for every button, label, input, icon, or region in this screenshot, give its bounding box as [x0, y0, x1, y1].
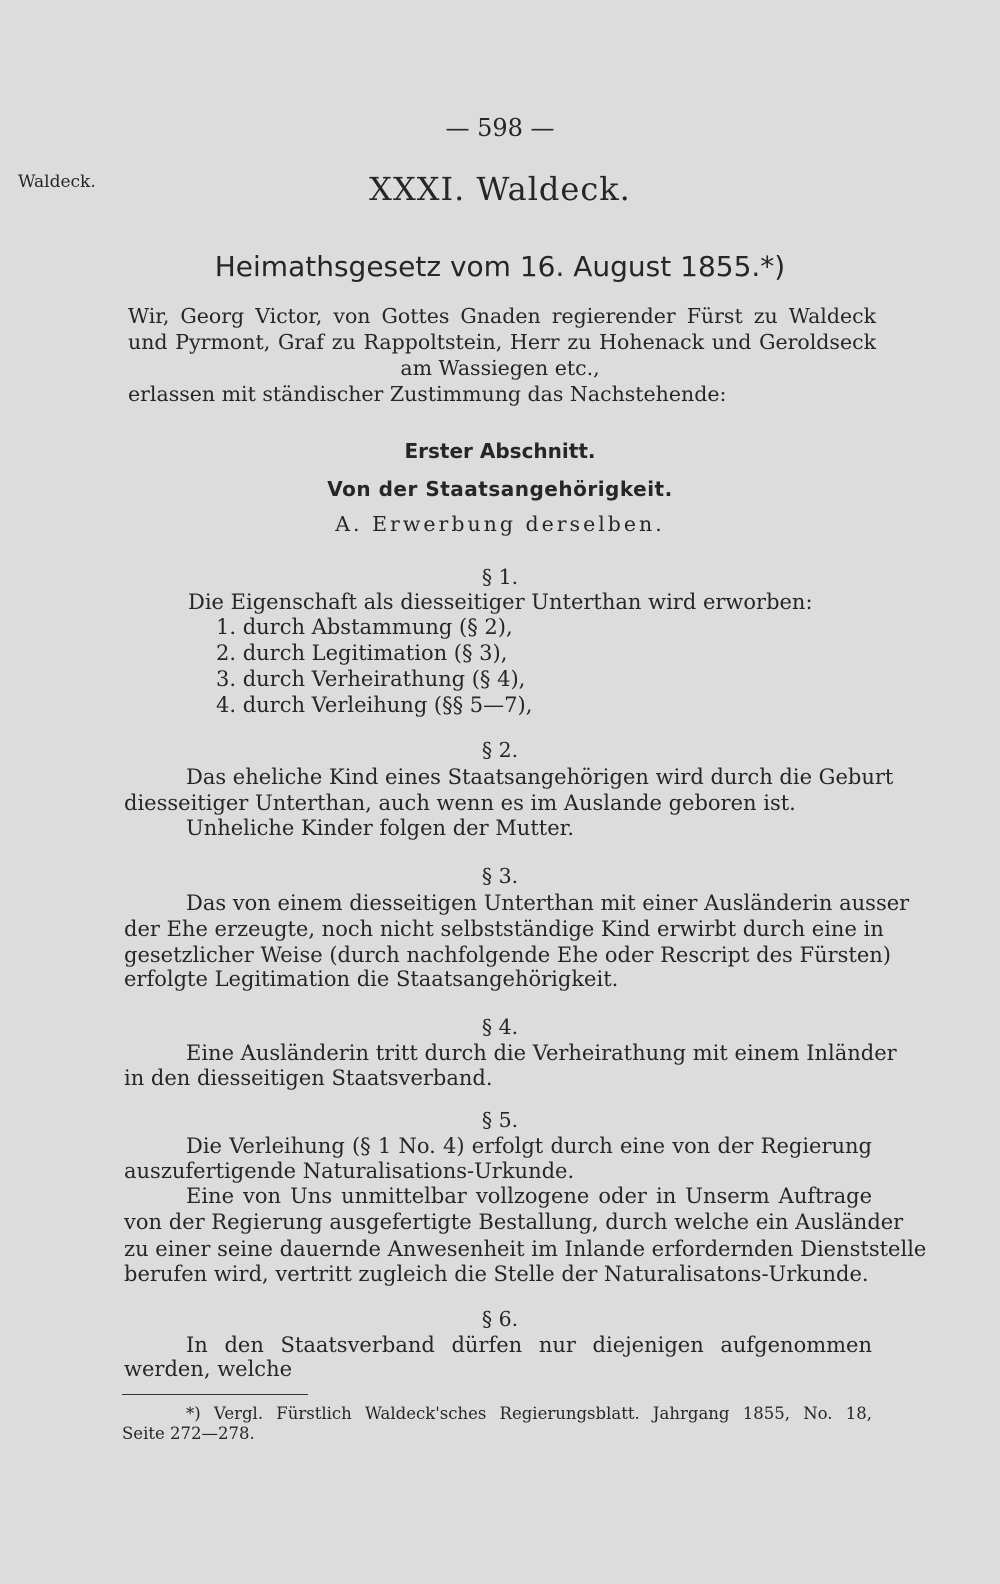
- p2-line-3: Unheliche Kinder folgen der Mutter.: [186, 816, 575, 840]
- p5-line-5: zu einer seine dauernde Anwesenheit im Inlande erfordernden Dienststelle: [124, 1237, 927, 1261]
- p3-line-3: gesetzlicher Weise (durch nachfolgende Ehe oder Rescript des Fürsten): [124, 943, 891, 967]
- p2-line-1: Das eheliche Kind eines Staatsangehörigen wird durch die Geburt: [186, 765, 894, 789]
- footnote-line-2: Seite 272—278.: [122, 1424, 255, 1443]
- p6-line-2: werden, welche: [124, 1357, 293, 1381]
- p1-item-3: 3. durch Verheirathung (§ 4),: [216, 667, 526, 691]
- preamble-line-4: erlassen mit ständischer Zustimmung das Nachstehende:: [128, 382, 727, 406]
- footnote-divider: [122, 1394, 308, 1395]
- p3-line-2: der Ehe erzeugte, noch nicht selbstständige Kind erwirbt durch eine in: [124, 917, 884, 941]
- margin-note: Waldeck.: [18, 172, 96, 192]
- p4-line-1: Eine Ausländerin tritt durch die Verheirathung mit einem Inländer: [186, 1041, 897, 1065]
- preamble-line-2: und Pyrmont, Graf zu Rappoltstein, Herr zu Hohenack und Geroldseck: [128, 330, 876, 354]
- p1-item-2: 2. durch Legitimation (§ 3),: [216, 641, 508, 665]
- law-title: Heimathsgesetz vom 16. August 1855.*): [214, 250, 786, 283]
- p1-intro: Die Eigenschaft als diesseitiger Unterthan wird erworben:: [188, 590, 813, 614]
- p3-line-1: Das von einem diesseitigen Unterthan mit einer Ausländerin ausser: [186, 891, 910, 915]
- p5-line-4: von der Regierung ausgefertigte Bestallung, durch welche ein Ausländer: [124, 1210, 904, 1234]
- preamble-line-3: am Wassiegen etc.,: [400, 356, 600, 380]
- paragraph-mark-5: § 5.: [481, 1108, 519, 1132]
- p3-line-4: erfolgte Legitimation die Staatsangehörigkeit.: [124, 967, 619, 991]
- p5-line-1: Die Verleihung (§ 1 No. 4) erfolgt durch eine von der Regierung: [186, 1134, 872, 1158]
- subsection-heading: A. Erwerbung derselben.: [335, 512, 665, 536]
- p5-line-6: berufen wird, vertritt zugleich die Stelle der Naturalisatons-Urkunde.: [124, 1262, 869, 1286]
- paragraph-mark-2: § 2.: [481, 738, 519, 762]
- p5-line-2: auszufertigende Naturalisations-Urkunde.: [124, 1159, 575, 1183]
- p6-line-1: In den Staatsverband dürfen nur diejenigen aufgenommen: [186, 1333, 872, 1357]
- section-heading: Erster Abschnitt.: [404, 439, 596, 463]
- section-subheading: Von der Staatsangehörigkeit.: [327, 477, 673, 501]
- preamble-line-1: Wir, Georg Victor, von Gottes Gnaden regierender Fürst zu Waldeck: [128, 304, 876, 328]
- p4-line-2: in den diesseitigen Staatsverband.: [124, 1066, 493, 1090]
- chapter-title: XXXI. Waldeck.: [369, 170, 631, 208]
- page-number: — 598 —: [445, 114, 555, 142]
- paragraph-mark-3: § 3.: [481, 864, 519, 888]
- footnote-line-1: *) Vergl. Fürstlich Waldeck'sches Regierungsblatt. Jahrgang 1855, No. 18,: [186, 1404, 872, 1423]
- paragraph-mark-4: § 4.: [481, 1015, 519, 1039]
- p5-line-3: Eine von Uns unmittelbar vollzogene oder in Unserm Auftrage: [186, 1184, 872, 1208]
- p1-item-4: 4. durch Verleihung (§§ 5—7),: [216, 693, 533, 717]
- p2-line-2: diesseitiger Unterthan, auch wenn es im Auslande geboren ist.: [124, 791, 796, 815]
- p1-item-1: 1. durch Abstammung (§ 2),: [216, 615, 513, 639]
- paragraph-mark-1: § 1.: [481, 565, 519, 589]
- paragraph-mark-6: § 6.: [481, 1307, 519, 1331]
